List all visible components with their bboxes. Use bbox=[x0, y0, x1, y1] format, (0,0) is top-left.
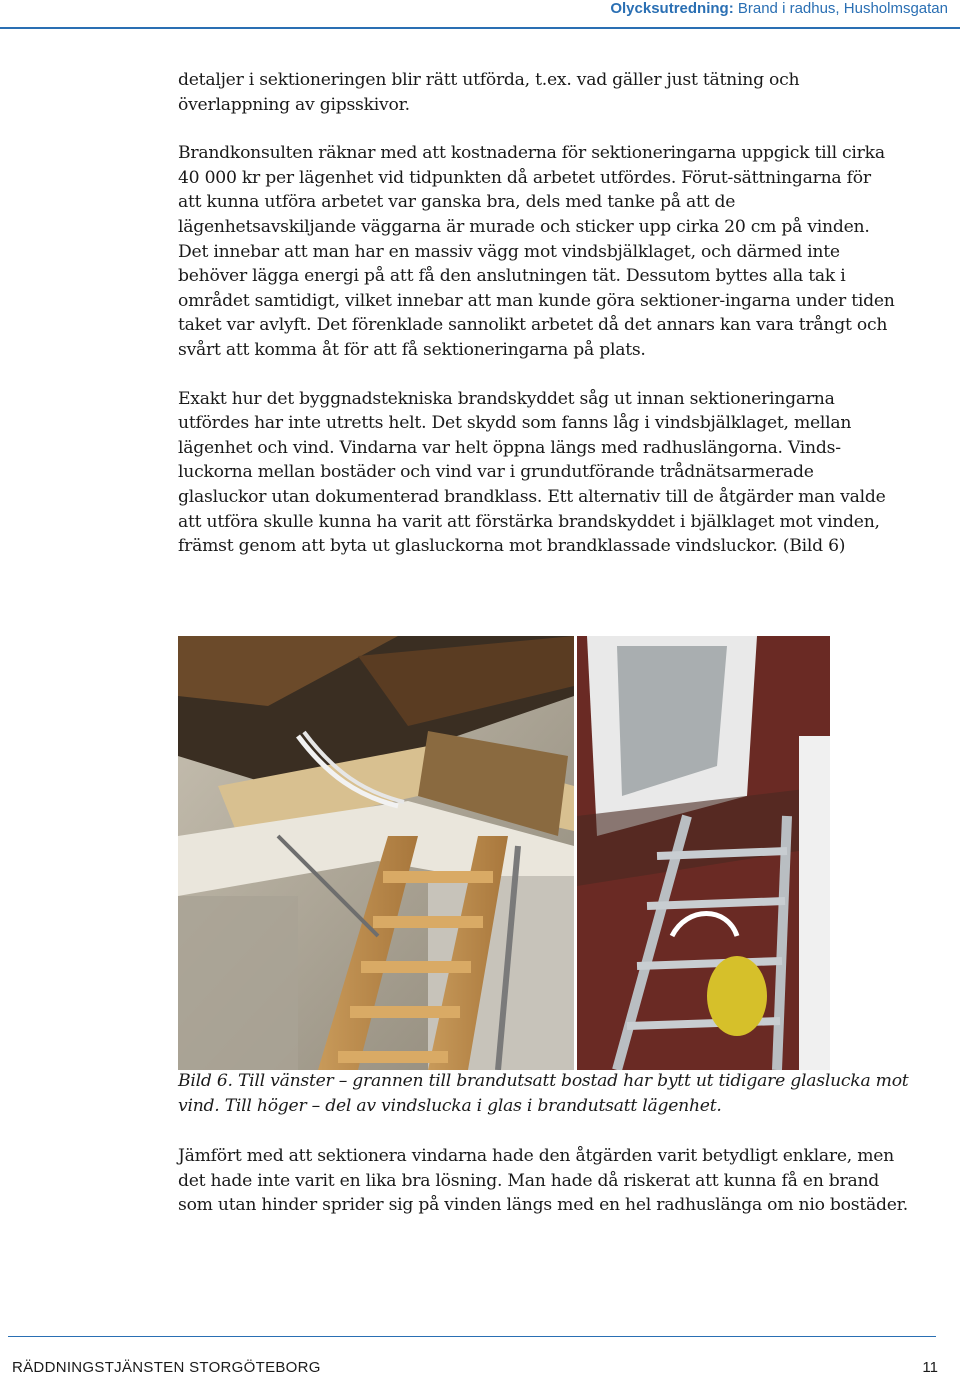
page-number: 11 bbox=[922, 1359, 938, 1376]
paragraph-3: Exakt hur det byggnadstekniska brandskyddet såg ut innan sektioneringarna utfördes har inte utretts helt. Det skydd som fanns låg i vindsbjälklaget, mellan lägenhet och vind. Vindarna var helt öppna längs med radhuslängorna. Vinds-luckorna mellan bostäder och vind var i grundutförande trådnätsarmerade glasluckor utan dokumenterad brandklass. Ett alternativ till de åtgärder man valde att utföra skulle kunna ha varit att förstärka brandskyddet i bjälklaget mot vinden, främst genom att byta ut glasluckorna mot brandklassade vindsluckor. (Bild 6) bbox=[178, 388, 886, 557]
figure-caption: Bild 6. Till vänster – grannen till brandutsatt bostad har bytt ut tidigare glaslucka mot vind. Till höger – del av vindslucka i glas i brandutsatt lägenhet. bbox=[178, 1071, 909, 1116]
photo-glass-hatch bbox=[577, 636, 830, 1070]
header-rule bbox=[0, 27, 960, 29]
running-header bbox=[610, 0, 948, 20]
footer-organization: RÄDDNINGSTJÄNSTEN STORGÖTEBORG bbox=[12, 1359, 321, 1376]
paragraph-4: Jämfört med att sektionera vindarna hade den åtgärden varit betydligt enklare, men det hade inte varit en lika bra lösning. Man hade då riskerat att kunna få en brand som utan hinder sprider sig på vinden längs med en hel radhuslänga om nio bostäder. bbox=[178, 1146, 908, 1216]
footer-rule bbox=[8, 1336, 936, 1337]
body-text bbox=[178, 68, 898, 559]
figure-bild-6 bbox=[178, 636, 832, 1070]
header-title-bold: Olycksutredning: bbox=[610, 0, 734, 17]
paragraph-1: detaljer i sektioneringen blir rätt utförda, t.ex. vad gäller just tätning och överlappning av gipsskivor. bbox=[178, 70, 800, 115]
paragraph-2: Brandkonsulten räknar med att kostnaderna för sektioneringarna uppgick till cirka 40 000 kr per lägenhet vid tidpunkten då arbetet utfördes. Förut-sättningarna för att kunna utföra arbetet var ganska bra, dels med tanke på att de lägenhetsavskiljande väggarna är murade och sticker upp cirka 20 cm på vinden. Det innebar att man har en massiv vägg mot vindsbjälklaget, och därmed inte behöver lägga energi på att få den anslutningen tät. Dessutom byttes alla tak i området samtidigt, vilket innebar att man kunde göra sektioner-ingarna under tiden taket var avlyft. Det förenklade sannolikt arbetet då det annars kan vara trångt och svårt att komma åt för att få sektioneringarna på plats. bbox=[178, 143, 895, 360]
header-title-rest: Brand i radhus, Husholmsgatan bbox=[737, 0, 948, 17]
closing-text bbox=[178, 1144, 918, 1218]
photo-attic-ladder bbox=[178, 636, 574, 1070]
